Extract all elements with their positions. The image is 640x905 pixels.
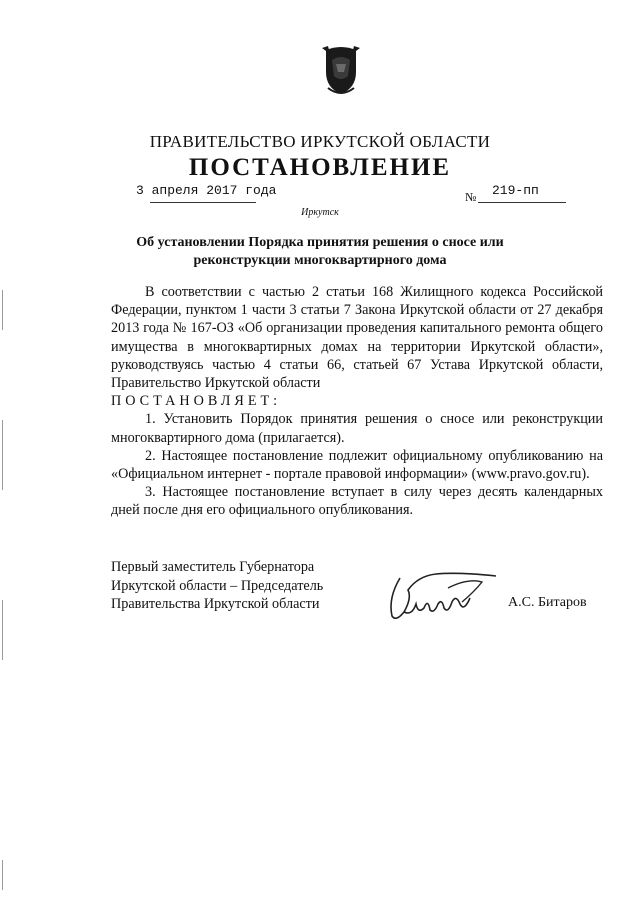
government-name: ПРАВИТЕЛЬСТВО ИРКУТСКОЙ ОБЛАСТИ (149, 132, 491, 151)
document-body (111, 283, 603, 520)
scan-margin-mark (2, 860, 3, 890)
title-line-2: реконструкции многоквартирного дома (193, 253, 447, 268)
date-underline (150, 202, 256, 203)
position-line-2: Иркутской области – Председатель (111, 577, 324, 594)
handwritten-signature-icon (378, 568, 500, 624)
document-type: ПОСТАНОВЛЕНИЕ (188, 154, 452, 181)
document-date: 3 апреля 2017 года (136, 183, 277, 198)
item-1: 1. Установить Порядок принятия решения о сносе или реконструкции многоквартирного дома (прилагается). (111, 411, 603, 446)
intro-paragraph: В соответствии с частью 2 статьи 168 Жилищного кодекса Российской Федерации, пунктом 1 части 3 статьи 7 Закона Иркутской области от 27 декабря 2013 года № 167-ОЗ «Об организации проведения капитального ремонта общего имущества в многоквартирных домах на территории Иркутской области», руководствуясь частью 4 статьи 66, статьей 67 Устава Иркутской области, Правительство Иркутской области (111, 284, 603, 392)
scan-margin-mark (2, 600, 3, 660)
scan-margin-mark (2, 290, 3, 330)
item-2: 2. Настоящее постановление подлежит официальному опубликованию на «Официальном интернет - портале правовой информации» (www.pravo.gov.ru). (111, 447, 603, 483)
signatory-position (111, 558, 323, 614)
number-underline (478, 202, 566, 203)
item-3: 3. Настоящее постановление вступает в силу через десять календарных дней после дня его официального опубликования. (111, 484, 603, 519)
document-city: Иркутск (301, 207, 339, 218)
number-sign: № (465, 190, 477, 204)
document-title (120, 234, 520, 270)
title-line-1: Об установлении Порядка принятия решения о сносе или (136, 235, 504, 250)
position-line-3: Правительства Иркутской области (111, 596, 320, 612)
position-line-1: Первый заместитель Губернатора (111, 559, 315, 575)
document-number: 219-пп (492, 183, 539, 198)
decree-word: ПОСТАНОВЛЯЕТ: (111, 393, 282, 410)
signer-name: А.С. Битаров (508, 595, 587, 610)
coat-of-arms-icon (318, 42, 364, 96)
scan-margin-mark (2, 420, 3, 490)
